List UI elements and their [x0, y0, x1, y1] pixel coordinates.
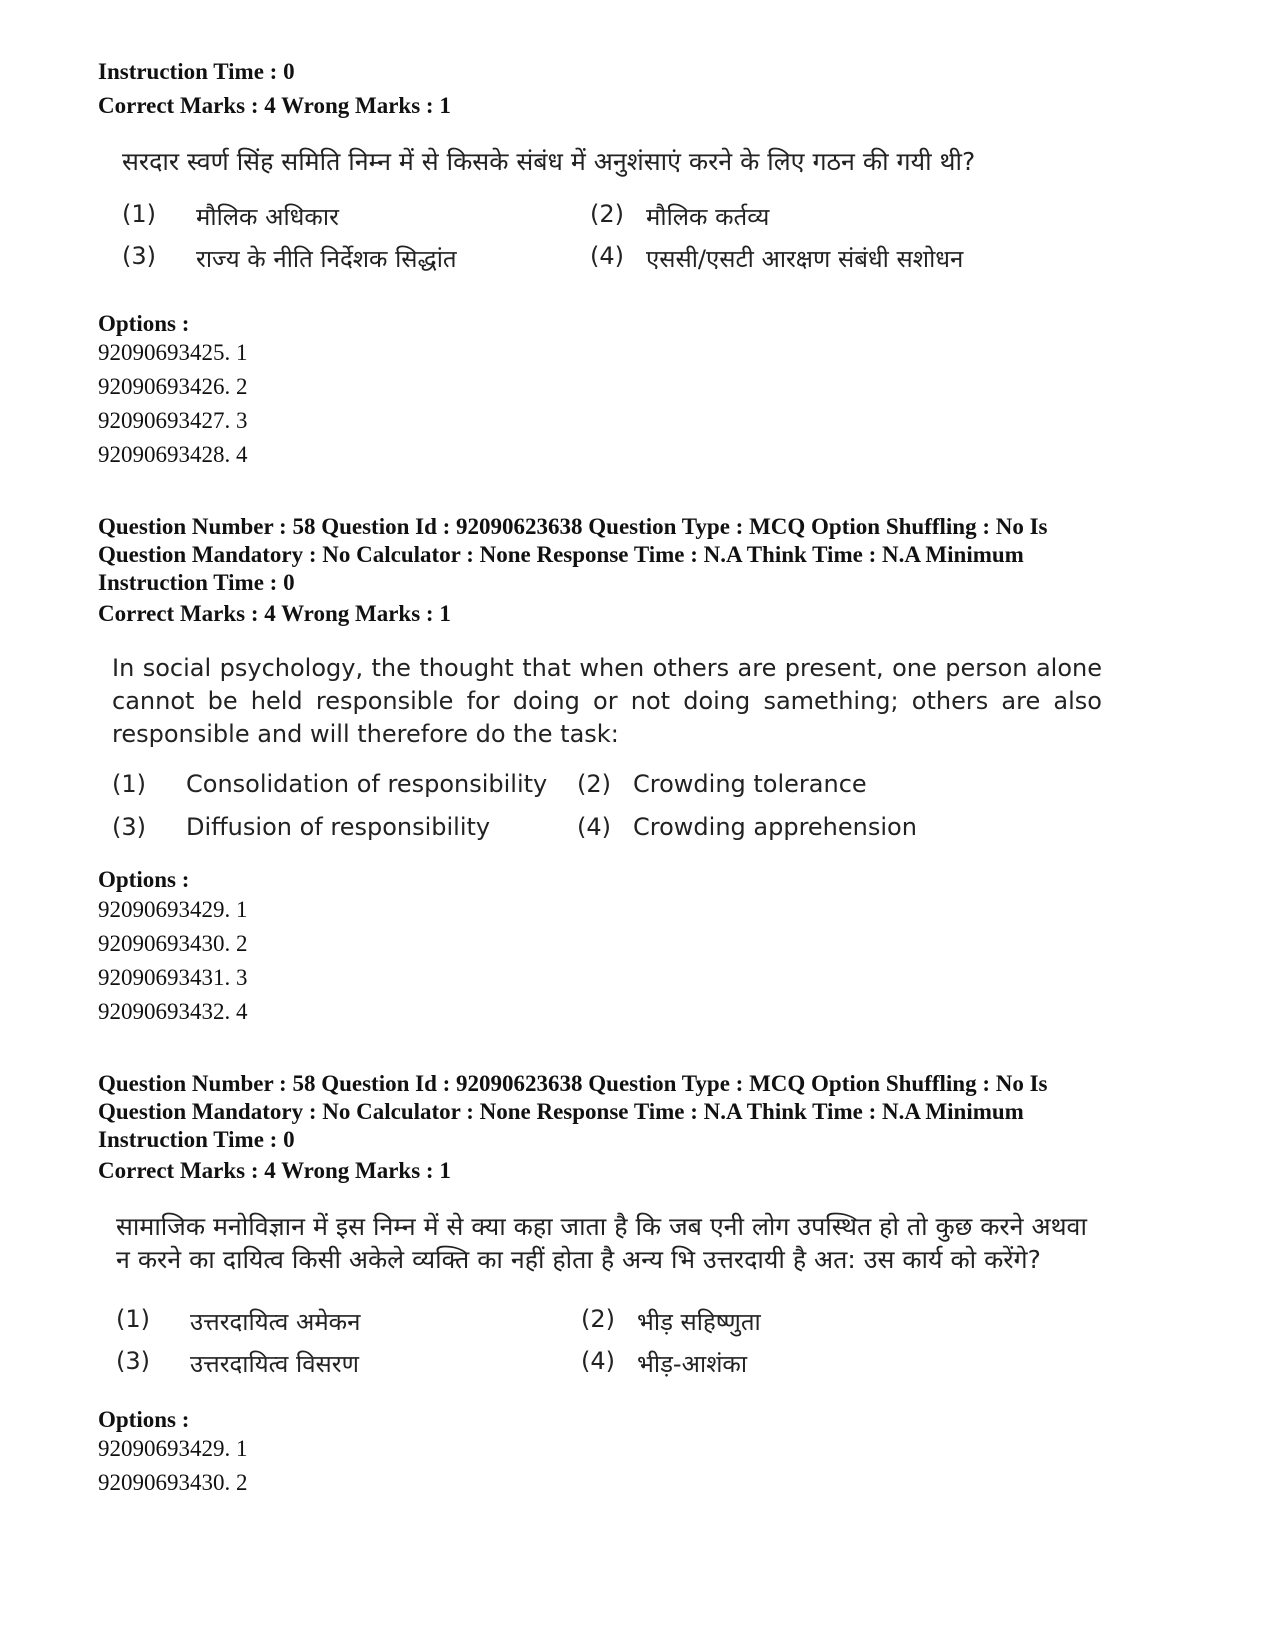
option-number: (1) — [112, 770, 146, 798]
option-number: (3) — [116, 1347, 150, 1375]
option-number: (3) — [122, 242, 156, 270]
header-line: Question Number : 58 Question Id : 92090623638 Question Type : MCQ Option Shuffling : No Is — [98, 1071, 1048, 1096]
header-line: Instruction Time : 0 — [98, 570, 295, 595]
option-text: Crowding tolerance — [633, 770, 867, 798]
option-text: मौलिक कर्तव्य — [646, 203, 770, 231]
option-number: (2) — [590, 200, 624, 228]
question-header — [98, 1070, 1198, 1154]
option-text: Consolidation of responsibility — [186, 770, 548, 798]
option-id: 92090693429. 1 — [98, 1436, 248, 1461]
options-list — [98, 893, 248, 1029]
option-text: मौलिक अधिकार — [196, 203, 339, 231]
question-1-image — [122, 145, 1122, 285]
option-id: 92090693427. 3 — [98, 408, 248, 433]
marks-line: Correct Marks : 4 Wrong Marks : 1 — [98, 93, 451, 118]
options-label: Options : — [98, 1407, 190, 1432]
question-2-image — [112, 652, 1102, 852]
option-number: (3) — [112, 813, 146, 841]
option-number: (4) — [577, 813, 611, 841]
options-label: Options : — [98, 311, 190, 336]
option-number: (2) — [581, 1305, 615, 1333]
option-number: (1) — [116, 1305, 150, 1333]
header-line: Instruction Time : 0 — [98, 1127, 295, 1152]
option-text: भीड़-आशंका — [637, 1350, 748, 1378]
option-text: उत्तरदायित्व अमेकन — [190, 1308, 361, 1336]
question-text: सरदार स्वर्ण सिंह समिति निम्न में से किसके संबंध में अनुशंसाएं करने के लिए गठन की गयी थी? — [122, 147, 976, 176]
option-id: 92090693425. 1 — [98, 340, 248, 365]
option-text: राज्य के नीति निर्देशक सिद्धांत — [196, 245, 457, 273]
option-number: (4) — [581, 1347, 615, 1375]
options-label: Options : — [98, 867, 190, 892]
question-3-image — [116, 1210, 1106, 1390]
question-text: In social psychology, the thought that when others are present, one person alone cannot be held responsible for doing or not doing samething; others are also responsible and will therefore do the task: — [112, 654, 1102, 748]
marks-line: Correct Marks : 4 Wrong Marks : 1 — [98, 601, 451, 626]
header-line: Question Mandatory : No Calculator : None Response Time : N.A Think Time : N.A Minimum — [98, 1099, 1024, 1124]
options-list — [98, 336, 248, 472]
option-id: 92090693431. 3 — [98, 965, 248, 990]
marks-line: Correct Marks : 4 Wrong Marks : 1 — [98, 1158, 451, 1183]
option-id: 92090693429. 1 — [98, 897, 248, 922]
option-text: उत्तरदायित्व विसरण — [190, 1350, 359, 1378]
option-id: 92090693426. 2 — [98, 374, 248, 399]
option-id: 92090693432. 4 — [98, 999, 248, 1024]
option-text: Crowding apprehension — [633, 813, 917, 841]
option-text: एससी/एसटी आरक्षण संबंधी सशोधन — [646, 245, 964, 273]
header-line: Question Number : 58 Question Id : 92090623638 Question Type : MCQ Option Shuffling : No Is — [98, 514, 1048, 539]
option-text: Diffusion of responsibility — [186, 813, 491, 841]
option-number: (2) — [577, 770, 611, 798]
header-line: Question Mandatory : No Calculator : None Response Time : N.A Think Time : N.A Minimum — [98, 542, 1024, 567]
option-id: 92090693430. 2 — [98, 931, 248, 956]
option-number: (1) — [122, 200, 156, 228]
instruction-time: Instruction Time : 0 — [98, 59, 295, 84]
options-list — [98, 1432, 248, 1500]
option-text: भीड़ सहिष्णुता — [637, 1308, 761, 1336]
option-id: 92090693430. 2 — [98, 1470, 248, 1495]
option-number: (4) — [590, 242, 624, 270]
question-text: सामाजिक मनोविज्ञान में इस निम्न में से क्या कहा जाता है कि जब एनी लोग उपस्थित हो तो कुछ करने अथवा न करने का दायित्व किसी अकेले व्यक्ति का नहीं होता है अन्य भि उत्तरदायी है अत: उस कार्य को करेंगे? — [116, 1212, 1087, 1274]
option-id: 92090693428. 4 — [98, 442, 248, 467]
question-header — [98, 513, 1198, 597]
